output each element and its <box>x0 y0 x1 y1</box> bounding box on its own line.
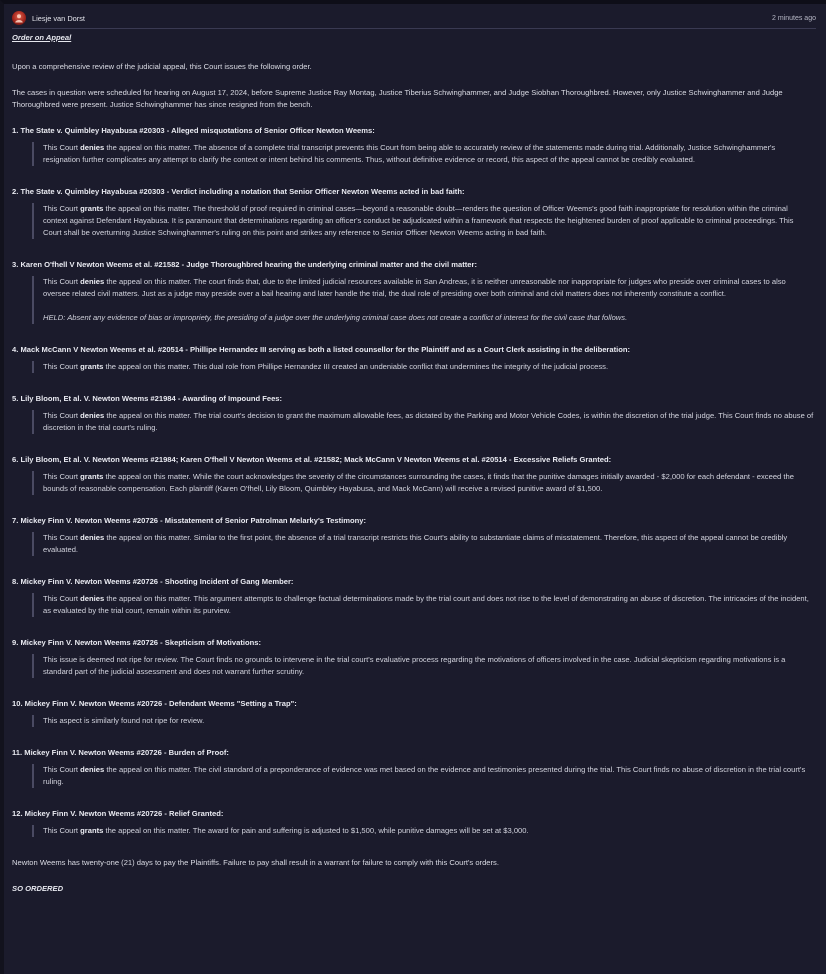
ruling-decision: grants <box>80 204 104 213</box>
ruling-text: This Court <box>43 472 81 481</box>
ruling-quote <box>32 471 814 495</box>
ruling-text: the appeal on this matter. While the court acknowledges the severity of the circumstances surrounding the cases, it finds that the punitive damages initially awarded - $2,000 for each defendant - exceed the bounds of reasonable compensation. Each plaintiff (Karen O'fhell, Lily Bloom, Quimbley Hayabusa, and Mack McCann) will receive a revised punitive award of $1,500. <box>43 472 794 493</box>
ruling-item <box>12 259 814 324</box>
ruling-text: the appeal on this matter. The award for pain and suffering is adjusted to $1,500, while punitive damages will be set at $3,000. <box>103 826 529 835</box>
ruling-item <box>12 515 814 556</box>
ruling-quote <box>32 654 814 678</box>
ruling-heading: 6. Lily Bloom, Et al. V. Newton Weems #21984; Karen O'fhell V Newton Weems et al. #21582; Mack McCann V Newton Weems et al. #20514 - Excessive Reliefs Granted: <box>12 455 612 464</box>
ruling-text: This Court <box>43 362 81 371</box>
ruling-text: This Court <box>43 143 81 152</box>
ruling-heading: 7. Mickey Finn V. Newton Weems #20726 - Misstatement of Senior Patrolman Melarky's Testimony: <box>12 516 367 525</box>
ruling-text: the appeal on this matter. This dual role from Phillipe Hernandez III created an undeniable conflict that undermines the integrity of the judicial process. <box>103 362 609 371</box>
ruling-heading: 8. Mickey Finn V. Newton Weems #20726 - Shooting Incident of Gang Member: <box>12 577 294 586</box>
closing-paragraph: Newton Weems has twenty-one (21) days to pay the Plaintiffs. Failure to pay shall result in a warrant for failure to comply with this Court's orders. <box>12 858 499 867</box>
ruling-text: This Court <box>43 411 81 420</box>
message-header <box>12 10 816 29</box>
ruling-text: This Court <box>43 533 81 542</box>
ruling-quote <box>32 532 814 556</box>
avatar[interactable] <box>12 11 26 25</box>
so-ordered: SO ORDERED <box>12 884 64 893</box>
ruling-decision: denies <box>80 411 105 420</box>
ruling-decision: grants <box>80 362 104 371</box>
held-statement: HELD: Absent any evidence of bias or impropriety, the presiding of a judge over the underlying criminal case does not create a conflict of interest for the civil case that follows. <box>43 313 628 322</box>
ruling-text: This Court <box>43 826 81 835</box>
ruling-quote <box>32 142 814 166</box>
ruling-text: This Court <box>43 204 81 213</box>
ruling-item <box>12 747 814 788</box>
ruling-heading: 12. Mickey Finn V. Newton Weems #20726 - Relief Granted: <box>12 809 224 818</box>
ruling-item <box>12 808 814 837</box>
ruling-heading: 9. Mickey Finn V. Newton Weems #20726 - Skepticism of Motivations: <box>12 638 261 647</box>
ruling-text: This aspect is similarly found not ripe for review. <box>43 716 205 725</box>
ruling-text: This Court <box>43 765 81 774</box>
ruling-item <box>12 344 814 373</box>
ruling-heading: 10. Mickey Finn V. Newton Weems #20726 - Defendant Weems "Setting a Trap": <box>12 699 297 708</box>
ruling-quote <box>32 203 814 239</box>
ruling-item <box>12 698 814 727</box>
ruling-item <box>12 454 814 495</box>
ruling-decision: denies <box>80 143 105 152</box>
ruling-text: This Court <box>43 594 81 603</box>
author-name[interactable]: Liesje van Dorst <box>32 14 85 23</box>
ruling-text: the appeal on this matter. The trial court's decision to grant the maximum allowable fees, as dictated by the Parking and Motor Vehicle Codes, is within the discretion of the trial judge. This Court finds no abuse of discretion in the trial court's ruling. <box>43 411 814 432</box>
ruling-quote <box>32 361 814 373</box>
ruling-item <box>12 125 814 166</box>
ruling-text: the appeal on this matter. The absence of a complete trial transcript prevents this Court from being able to accurately review of the statements made during trial. Additionally, Justice Schwinghammer's resignation further complicates any attempt to clarify the context or intent behind his comments. Thus, without definitive evidence or record, this aspect of the appeal cannot be credibly evaluated. <box>43 143 776 164</box>
timestamp: 2 minutes ago <box>772 15 816 22</box>
ruling-quote <box>32 410 814 434</box>
ruling-item <box>12 637 814 678</box>
ruling-decision: grants <box>80 826 104 835</box>
message-content <box>12 32 814 895</box>
ruling-heading: 1. The State v. Quimbley Hayabusa #20303 - Alleged misquotations of Senior Officer Newton Weems: <box>12 126 375 135</box>
ruling-text: the appeal on this matter. The court finds that, due to the limited judicial resources available in San Andreas, it is neither unreasonable nor inappropriate for judges who preside over criminal cases to also oversee related civil matters. Just as a judge may preside over a bail hearing and later handle the trial, the dual role of presiding over both criminal and civil matters does not inherently constitute a conflict. <box>43 277 786 298</box>
ruling-text: the appeal on this matter. The threshold of proof required in criminal cases—beyond a reasonable doubt—renders the question of Officer Weems's good faith inappropriate for resolution within the criminal context against Defendant Hayabusa. It is paramount that determinations regarding an officer's conduct be adjudicated within a framework that respects the heightened burden of proof applicable to criminal proceedings. This Court shall be overturning Justice Schwinghammer's ruling on this point and strikes any reference to Senior Officer Newton Weems acting in bad faith. <box>43 204 794 237</box>
ruling-heading: 4. Mack McCann V Newton Weems et al. #20514 - Phillipe Hernandez III serving as both a listed counsellor for the Plaintiff and as a Court Clerk assisting in the deliberation: <box>12 345 631 354</box>
ruling-heading: 11. Mickey Finn V. Newton Weems #20726 - Burden of Proof: <box>12 748 229 757</box>
intro-paragraph: Upon a comprehensive review of the judicial appeal, this Court issues the following order. <box>12 62 312 71</box>
ruling-item <box>12 576 814 617</box>
ruling-decision: grants <box>80 472 104 481</box>
ruling-quote <box>32 276 814 324</box>
ruling-quote <box>32 715 814 727</box>
ruling-quote <box>32 593 814 617</box>
ruling-decision: denies <box>80 533 105 542</box>
ruling-text: This Court <box>43 277 81 286</box>
ruling-quote <box>32 825 814 837</box>
ruling-item <box>12 393 814 434</box>
ruling-heading: 5. Lily Bloom, Et al. V. Newton Weems #21984 - Awarding of Impound Fees: <box>12 394 283 403</box>
ruling-heading: 2. The State v. Quimbley Hayabusa #20303 - Verdict including a notation that Senior Officer Newton Weems acted in bad faith: <box>12 187 465 196</box>
ruling-text: the appeal on this matter. The civil standard of a preponderance of evidence was met based on the evidence and testimonies presented during the trial. This Court finds no abuse of discretion in the trial court's ruling. <box>43 765 806 786</box>
ruling-item <box>12 186 814 239</box>
ruling-heading: 3. Karen O'fhell V Newton Weems et al. #21582 - Judge Thoroughbred hearing the underlying criminal matter and the civil matter: <box>12 260 477 269</box>
document-title: Order on Appeal <box>12 33 72 42</box>
ruling-list <box>12 125 814 837</box>
ruling-text: This issue is deemed not ripe for review. The Court finds no grounds to intervene in the trial court's evaluative process regarding the motivations of officers involved in the case. Judicial skepticism regarding motivations is a standard part of the judicial assessment and does not warrant further scrutiny. <box>43 655 786 676</box>
ruling-text: the appeal on this matter. This argument attempts to challenge factual determinations made by the trial court and does not rise to the level of demonstrating an abuse of discretion. The intricacies of the incident, as evaluated by the trial court, remain within its purview. <box>43 594 809 615</box>
ruling-decision: denies <box>80 277 105 286</box>
schedule-paragraph: The cases in question were scheduled for hearing on August 17, 2024, before Supreme Justice Ray Montag, Justice Tiberius Schwinghammer, and Judge Siobhan Thoroughbred. However, only Justice Schwinghammer and Judge Thoroughbred were present. Justice Schwinghammer has since resigned from the bench. <box>12 88 783 109</box>
ruling-decision: denies <box>80 765 105 774</box>
ruling-decision: denies <box>80 594 105 603</box>
ruling-quote <box>32 764 814 788</box>
person-icon <box>14 13 24 23</box>
ruling-text: the appeal on this matter. Similar to the first point, the absence of a trial transcript restricts this Court's ability to substantiate claims of misstatement. Therefore, this aspect of the appeal cannot be credibly evaluated. <box>43 533 788 554</box>
